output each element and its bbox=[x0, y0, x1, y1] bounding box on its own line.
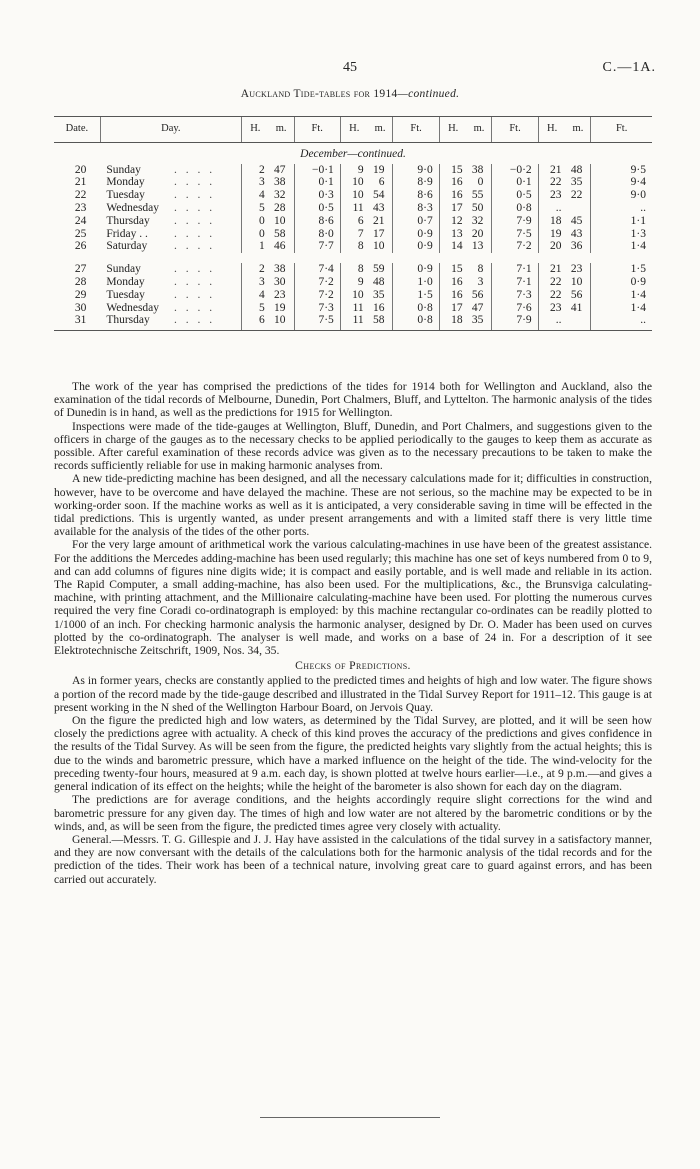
cell-date: 26 bbox=[74, 240, 87, 253]
cell-m2: 48 bbox=[372, 275, 385, 288]
cell-date: 21 bbox=[74, 176, 87, 189]
cell-date: 27 bbox=[74, 263, 87, 276]
paragraph: General.—Messrs. T. G. Gillespie and J. J. Hay have assisted in the calculations of the tidal survey in a satisfactory manner, and they are now conversant with the details of the calculations both for the harmonic analysis of the tidal records and for the prediction of the tides. Their work has been of a technical nature, involving great care to guard against errors, and has been carried out accurately. bbox=[54, 832, 652, 886]
cell-leader: . . . . bbox=[174, 301, 216, 314]
cell-m2: 6 bbox=[378, 176, 385, 189]
cell-f4: 1·1 bbox=[591, 215, 652, 228]
cell-date: 25 bbox=[74, 227, 87, 240]
cell-h2: 10 bbox=[340, 289, 367, 302]
cell-f1: 0·5 bbox=[294, 202, 340, 215]
cell-day: Monday bbox=[106, 275, 145, 288]
table-row bbox=[54, 314, 652, 330]
cell-date: 20 bbox=[74, 163, 87, 176]
cell-f4: 9·0 bbox=[591, 189, 652, 202]
cell-m3: 35 bbox=[467, 314, 492, 330]
cell-h3: 13 bbox=[439, 228, 466, 241]
cell-f3: 7·2 bbox=[492, 240, 538, 253]
cell-f1: 7·3 bbox=[294, 302, 340, 315]
cell-h4: 23 bbox=[538, 189, 565, 202]
cell-m3: 38 bbox=[471, 163, 484, 176]
cell-m4: 23 bbox=[570, 263, 583, 276]
header-h2: H. bbox=[340, 117, 367, 143]
document-code: C.—1A. bbox=[602, 60, 656, 75]
cell-m4 bbox=[566, 202, 591, 215]
cell-h3: 18 bbox=[439, 314, 466, 330]
cell-f4: .. bbox=[591, 314, 652, 330]
cell-f3: 7·6 bbox=[492, 302, 538, 315]
cell-m2: 19 bbox=[372, 163, 385, 176]
cell-f1: −0·1 bbox=[294, 164, 340, 177]
cell-f4: 9·5 bbox=[591, 164, 652, 177]
cell-f1: 7·4 bbox=[294, 263, 340, 276]
cell-h3: 17 bbox=[439, 202, 466, 215]
cell-f3: −0·2 bbox=[492, 164, 538, 177]
cell-f2: 0·8 bbox=[393, 314, 439, 330]
cell-m3: 55 bbox=[471, 189, 484, 202]
cell-f2: 1·0 bbox=[393, 276, 439, 289]
cell-m1: 28 bbox=[274, 201, 286, 214]
cell-leader: . . . . bbox=[174, 263, 216, 276]
cell-m2: 58 bbox=[368, 314, 393, 330]
cell-leader: . . . . bbox=[174, 163, 216, 176]
cell-f2: 0·9 bbox=[393, 228, 439, 241]
cell-h4: 18 bbox=[538, 215, 565, 228]
table-row bbox=[54, 276, 652, 289]
cell-day: Sunday bbox=[106, 263, 141, 276]
cell-leader: . . . . bbox=[174, 176, 216, 189]
cell-h3: 16 bbox=[439, 289, 466, 302]
cell-h1: 2 bbox=[241, 263, 268, 276]
cell-f1: 0·1 bbox=[294, 176, 340, 189]
cell-date: 24 bbox=[74, 214, 87, 227]
table-row bbox=[54, 202, 652, 215]
cell-m4: 41 bbox=[570, 301, 583, 314]
cell-h2: 8 bbox=[340, 263, 367, 276]
page-number: 45 bbox=[343, 60, 357, 75]
cell-date: 23 bbox=[74, 201, 87, 214]
cell-date: 31 bbox=[54, 314, 100, 330]
cell-leader: . . . . bbox=[174, 314, 241, 330]
cell-f4: 1·4 bbox=[591, 302, 652, 315]
cell-m2: 54 bbox=[372, 189, 385, 202]
cell-h2: 11 bbox=[340, 302, 367, 315]
table-row bbox=[54, 302, 652, 315]
cell-h1: 6 bbox=[241, 314, 268, 330]
cell-m1: 19 bbox=[274, 301, 286, 314]
cell-h1: 4 bbox=[241, 289, 268, 302]
cell-m1: 32 bbox=[274, 189, 286, 202]
row-spacer bbox=[54, 253, 652, 263]
tide-table bbox=[54, 116, 652, 331]
cell-f2: 0·7 bbox=[393, 215, 439, 228]
cell-f3: 0·5 bbox=[492, 189, 538, 202]
cell-f2: 0·8 bbox=[393, 302, 439, 315]
cell-m3: 56 bbox=[471, 288, 484, 301]
cell-leader: . . . . bbox=[174, 189, 216, 202]
body-text bbox=[54, 380, 652, 886]
table-row bbox=[54, 189, 652, 202]
cell-m3: 0 bbox=[477, 176, 484, 189]
cell-f3: 7·9 bbox=[492, 215, 538, 228]
cell-leader: . . . . bbox=[174, 288, 216, 301]
cell-day: Wednesday bbox=[106, 301, 160, 314]
cell-f1: 0·3 bbox=[294, 189, 340, 202]
header-m1: m. bbox=[269, 117, 294, 143]
month-suffix: —continued. bbox=[347, 147, 406, 160]
cell-h3: 16 bbox=[439, 276, 466, 289]
cell-f1: 8·6 bbox=[294, 215, 340, 228]
cell-f1: 8·0 bbox=[294, 228, 340, 241]
cell-h3: 16 bbox=[439, 176, 466, 189]
cell-m1: 47 bbox=[274, 163, 286, 176]
cell-leader: . . . . bbox=[174, 201, 216, 214]
cell-f1: 7·2 bbox=[294, 276, 340, 289]
cell-h4: 19 bbox=[538, 228, 565, 241]
cell-m4: 35 bbox=[570, 176, 583, 189]
month-label: December bbox=[300, 147, 348, 160]
cell-m1: 23 bbox=[274, 288, 286, 301]
cell-h2: 11 bbox=[340, 202, 367, 215]
cell-m1: 46 bbox=[274, 240, 286, 253]
cell-f3: 7·1 bbox=[492, 263, 538, 276]
cell-h4: 21 bbox=[538, 164, 565, 177]
table-row bbox=[54, 228, 652, 241]
cell-m4: 10 bbox=[570, 275, 583, 288]
cell-h1: 0 bbox=[241, 215, 268, 228]
table-row bbox=[54, 164, 652, 177]
cell-f3: 7·1 bbox=[492, 276, 538, 289]
cell-h4: 20 bbox=[538, 240, 565, 253]
header-ft3: Ft. bbox=[492, 117, 538, 143]
cell-date: 30 bbox=[74, 301, 87, 314]
cell-h3: 16 bbox=[439, 189, 466, 202]
cell-h2: 11 bbox=[340, 314, 367, 330]
header-day: Day. bbox=[100, 117, 241, 143]
cell-day: Monday bbox=[106, 176, 145, 189]
cell-day: Wednesday bbox=[106, 201, 160, 214]
cell-m2: 21 bbox=[372, 214, 385, 227]
cell-m1: 58 bbox=[274, 227, 286, 240]
paragraph: Inspections were made of the tide-gauges at Wellington, Bluff, Dunedin, and Port Chalmers, and suggestions given to the officers in charge of the gauges as to the necessary checks to be applied periodically to the gauges to keep them as accurate as possible. After careful examination of these records advice was given as to the necessary precautions to be taken to make the records sufficiently reliable for use in making harmonic analyses from. bbox=[54, 419, 652, 473]
cell-leader: . . . . bbox=[174, 214, 216, 227]
cell-date: 22 bbox=[74, 189, 87, 202]
cell-m2: 10 bbox=[372, 240, 385, 253]
cell-m3: 50 bbox=[471, 201, 484, 214]
cell-h1: 3 bbox=[241, 176, 268, 189]
header-m3: m. bbox=[467, 117, 492, 143]
paragraph: As in former years, checks are constantly applied to the predicted times and heights of high and low water. The figure shows a portion of the record made by the tide-gauge described and illustrated in the Tidal Survey Report for 1911–12. This gauge is at present working in the N shed of the Wellington Harbour Board, on Jervois Quay. bbox=[54, 674, 652, 714]
table-title-main: Auckland Tide-tables for 1914 bbox=[240, 88, 398, 100]
cell-date: 28 bbox=[74, 275, 87, 288]
cell-m3: 47 bbox=[471, 301, 484, 314]
header-ft2: Ft. bbox=[393, 117, 439, 143]
cell-f4: 1·4 bbox=[591, 289, 652, 302]
cell-m2: 16 bbox=[372, 301, 385, 314]
cell-h2: 10 bbox=[340, 189, 367, 202]
cell-m4: 22 bbox=[570, 189, 583, 202]
cell-h2: 8 bbox=[340, 240, 367, 253]
header-ft1: Ft. bbox=[294, 117, 340, 143]
cell-f2: 8·6 bbox=[393, 189, 439, 202]
cell-f4: 1·4 bbox=[591, 240, 652, 253]
section-heading: Checks of Predictions. bbox=[295, 659, 411, 673]
cell-h4: 21 bbox=[538, 263, 565, 276]
cell-f1: 7·7 bbox=[294, 240, 340, 253]
cell-day: Sunday bbox=[106, 163, 141, 176]
cell-h2: 9 bbox=[340, 276, 367, 289]
cell-f4: .. bbox=[591, 202, 652, 215]
cell-f1: 7·2 bbox=[294, 289, 340, 302]
table-header-row bbox=[54, 117, 652, 143]
cell-h4: 23 bbox=[538, 302, 565, 315]
month-row bbox=[54, 142, 652, 163]
cell-h1: 2 bbox=[241, 164, 268, 177]
cell-h4: .. bbox=[538, 202, 565, 215]
cell-f2: 0·9 bbox=[393, 240, 439, 253]
cell-h1: 0 bbox=[241, 228, 268, 241]
cell-leader: . . . . bbox=[174, 240, 216, 253]
table-row bbox=[54, 289, 652, 302]
paragraph: The predictions are for average conditions, and the heights accordingly require slight corrections for the wind and barometric pressure for any given day. The times of high and low water are not altered by the barometric conditions or by the winds, and, as will be seen from the figure, the predicted times agree very closely with actuality. bbox=[54, 793, 652, 833]
cell-h4: 22 bbox=[538, 176, 565, 189]
cell-h4: 22 bbox=[538, 276, 565, 289]
cell-f2: 8·3 bbox=[393, 202, 439, 215]
table-title bbox=[0, 88, 700, 100]
cell-f3: 7·9 bbox=[492, 314, 538, 330]
cell-m3: 20 bbox=[471, 227, 484, 240]
paragraph: The work of the year has comprised the predictions of the tides for 1914 both for Wellington and Auckland, also the examination of the tidal records of Melbourne, Dunedin, Port Chalmers, Bluff, and Lyttelton. The harmonic analysis of the tides of Dunedin is in hand, as well as the predictions for 1915 for Wellington. bbox=[54, 380, 652, 420]
header-ft4: Ft. bbox=[591, 117, 652, 143]
cell-f4: 9·4 bbox=[591, 176, 652, 189]
cell-h3: 12 bbox=[439, 215, 466, 228]
cell-f3: 7·3 bbox=[492, 289, 538, 302]
cell-h2: 7 bbox=[340, 228, 367, 241]
cell-m3: 32 bbox=[471, 214, 484, 227]
cell-f2: 0·9 bbox=[393, 263, 439, 276]
cell-day: Tuesday bbox=[106, 189, 145, 202]
cell-f2: 8·9 bbox=[393, 176, 439, 189]
cell-h2: 6 bbox=[340, 215, 367, 228]
paragraph: On the figure the predicted high and low waters, as determined by the Tidal Survey, are plotted, and it will be seen how closely the predictions agree with actuality. A check of this kind proves the accuracy of the predictions and gives confidence in the results of the Tidal Survey. As will be seen from the figure, the predicted heights vary slightly from the actual heights; this is due to the winds and barometric pressure, which have a marked influence on the height of the tide. The wind-velocity for the preceding twenty-four hours, measured at 9 a.m. each day, is shown plotted at twelve hours earlier—i.e., at 9 p.m.—and gives a general indication of its effect on the heights; while the height of the barometer is also shown for each day on the diagram. bbox=[54, 714, 652, 794]
cell-f1: 7·5 bbox=[294, 314, 340, 330]
cell-m1: 30 bbox=[274, 275, 286, 288]
cell-m1: 10 bbox=[274, 214, 286, 227]
cell-f2: 1·5 bbox=[393, 289, 439, 302]
table-row bbox=[54, 176, 652, 189]
table-row bbox=[54, 215, 652, 228]
cell-h4: 22 bbox=[538, 289, 565, 302]
cell-m4: 43 bbox=[570, 227, 583, 240]
cell-m2: 35 bbox=[372, 288, 385, 301]
paragraph: A new tide-predicting machine has been designed, and all the necessary calculations made for it; difficulties in construction, however, have to be overcome and have delayed the machine. These are not serious, so the machine may be expected to be in working-order soon. If the machine works as well as it is anticipated, a very considerable saving in time will be effected in the tidal predictions. This is urgently wanted, as under present arrangements and with a limited staff there is very little time available for the analysis of the tides of the other ports. bbox=[54, 472, 652, 539]
cell-f3: 7·5 bbox=[492, 228, 538, 241]
cell-f4: 0·9 bbox=[591, 276, 652, 289]
cell-f3: 0·1 bbox=[492, 176, 538, 189]
cell-m1: 38 bbox=[274, 176, 286, 189]
cell-day: Thursday bbox=[106, 214, 150, 227]
footer-rule bbox=[260, 1117, 440, 1118]
cell-m4: 48 bbox=[570, 163, 583, 176]
cell-h3: 15 bbox=[439, 263, 466, 276]
cell-m4: 56 bbox=[570, 288, 583, 301]
cell-f4: 1·5 bbox=[591, 263, 652, 276]
cell-m3: 8 bbox=[477, 263, 484, 276]
cell-m2: 43 bbox=[372, 201, 385, 214]
paragraph: For the very large amount of arithmetical work the various calculating-machines in use have been of the greatest assistance. For the additions the Mercedes adding-machine has been used regularly; this machine has one set of keys numbered from 0 to 9, and can add columns of figures nine digits wide; it is compact and easily portable, and is well made and reliable in its action. The Rapid Computer, a small adding-machine, has also been used. For the multiplications, &c., the Brunsviga calculating-machine, with printing attachment, and the Millionaire calculating-machine have been used. For plotting the numerous curves required the very fine Coradi co-ordinatograph is employed: by this machine rectangular co-ordinates can be readily plotted to 1/1000 of an inch. For checking harmonic analysis the harmonic analyser, designed by Dr. O. Mader has been used on curves plotted by the co-ordinatograph. The analyser is well made, and works on a base of 24 in. For a description of it see Elektrotechnische Zeitschrift, 1909, Nos. 34, 35. bbox=[54, 538, 652, 658]
cell-date: 29 bbox=[74, 288, 87, 301]
cell-m2: 17 bbox=[372, 227, 385, 240]
header-date: Date. bbox=[54, 117, 100, 143]
cell-leader: . . . . bbox=[174, 227, 216, 240]
cell-h2: 10 bbox=[340, 176, 367, 189]
cell-h1: 5 bbox=[241, 302, 268, 315]
table-row bbox=[54, 263, 652, 276]
header-h1: H. bbox=[241, 117, 268, 143]
cell-h2: 9 bbox=[340, 164, 367, 177]
cell-h4: .. bbox=[538, 314, 565, 330]
cell-m4 bbox=[566, 314, 591, 330]
cell-m4: 36 bbox=[570, 240, 583, 253]
cell-m3: 3 bbox=[477, 275, 484, 288]
cell-m3: 13 bbox=[471, 240, 484, 253]
cell-day: Friday . . bbox=[106, 227, 148, 240]
cell-leader: . . . . bbox=[174, 275, 216, 288]
table-title-suffix: —continued. bbox=[397, 88, 460, 100]
cell-f3: 0·8 bbox=[492, 202, 538, 215]
cell-m1: 38 bbox=[274, 263, 286, 276]
cell-day: Tuesday bbox=[106, 288, 145, 301]
cell-f2: 9·0 bbox=[393, 164, 439, 177]
cell-f4: 1·3 bbox=[591, 228, 652, 241]
cell-m2: 59 bbox=[372, 263, 385, 276]
cell-day: Thursday bbox=[100, 314, 174, 330]
header-h3: H. bbox=[439, 117, 466, 143]
cell-h3: 14 bbox=[439, 240, 466, 253]
header-m4: m. bbox=[566, 117, 591, 143]
cell-h1: 3 bbox=[241, 276, 268, 289]
cell-h3: 17 bbox=[439, 302, 466, 315]
cell-h1: 4 bbox=[241, 189, 268, 202]
cell-m4: 45 bbox=[570, 214, 583, 227]
header-m2: m. bbox=[368, 117, 393, 143]
header-h4: H. bbox=[538, 117, 565, 143]
cell-day: Saturday bbox=[106, 240, 148, 253]
cell-h1: 1 bbox=[241, 240, 268, 253]
table-row bbox=[54, 240, 652, 253]
cell-m1: 10 bbox=[269, 314, 294, 330]
cell-h3: 15 bbox=[439, 164, 466, 177]
cell-h1: 5 bbox=[241, 202, 268, 215]
